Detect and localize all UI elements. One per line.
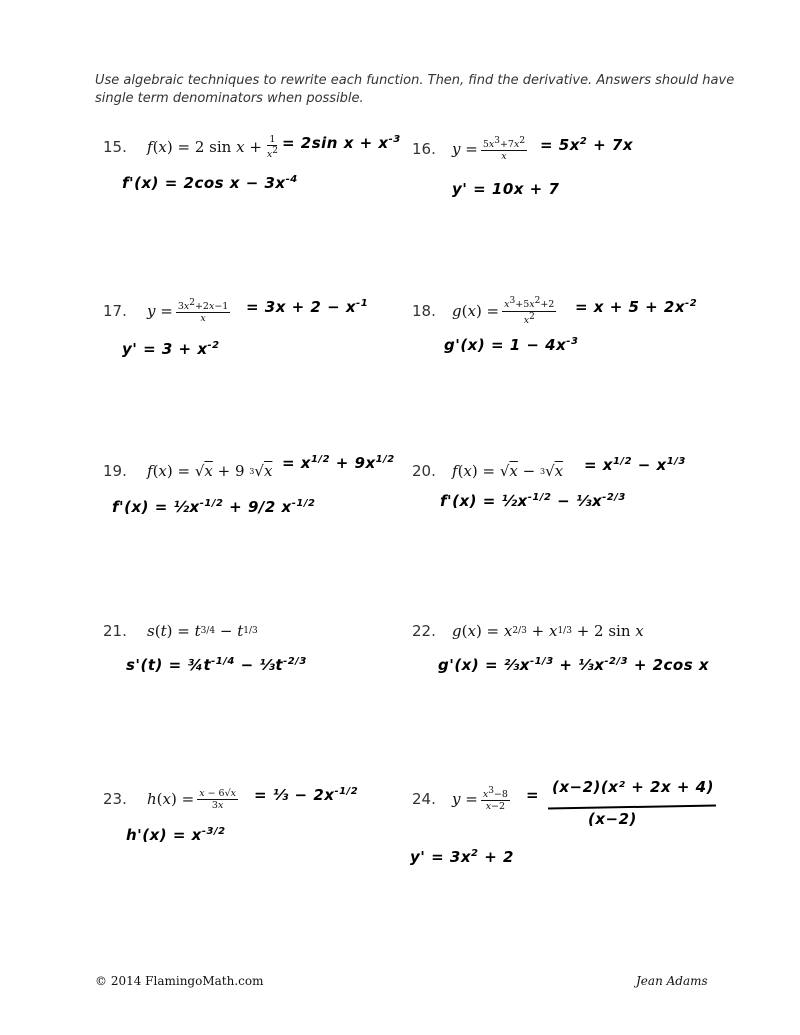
handwritten-rewrite: = 2sin $x + x^{-3}$ xyxy=(282,134,401,152)
problem-number: 17. xyxy=(103,302,127,320)
handwritten-derivative: $s'(t) = \frac{3}{4}t^{-1/4}$ − $\frac{1}{3}t^{-2/3}$ xyxy=(126,656,307,674)
problem-number: 20. xyxy=(412,462,436,480)
problem-expression: h ( x ) = $\frac{x - 6√x}{3x}$ xyxy=(147,787,237,811)
handwritten-derivative: $h'(x) = x^{-3/2}$ xyxy=(126,826,226,844)
problem-expression: g ( x ) = x 2/3 + x 1/3 + 2 sin x xyxy=(452,622,644,640)
problem-number: 16. xyxy=(412,140,436,158)
handwritten-rewrite: = $x^{1/2} + 9x^{1/2}$ xyxy=(282,454,395,472)
problem-expression: y = $\frac{5x^3+7x^2}{x}$ xyxy=(452,135,526,163)
problem-number: 19. xyxy=(103,462,127,480)
handwritten-derivative: f'(x) = 2cos $x - 3x^{-4}$ xyxy=(122,174,298,192)
instructions: Use algebraic techniques to rewrite each function. Then, find the derivative. Answers should have single term denominators when possible. xyxy=(95,73,735,106)
handwritten-derivative: $f'(x) = \frac{1}{2}x^{-1/2} + 9/2$ $x^{-1/2}$ xyxy=(112,498,316,516)
problem-expression: y = $\frac{3x^2+2x-1}{x}$ xyxy=(147,297,229,325)
problem-expression: f ( x ) = √ x − 3 √ x xyxy=(452,462,564,480)
handwritten-derivative: y' = 10x + 7 xyxy=(452,180,560,198)
handwritten-rewrite: = $x + 5 + 2x^{-2}$ xyxy=(575,298,698,316)
handwritten-derivative: $g'(x) = 1 - 4x^{-3}$ xyxy=(444,336,579,354)
handwritten-rewrite: = $x^{1/2} - x^{1/3}$ xyxy=(584,456,686,474)
handwritten-rewrite-numerator: (x−2)(x² + 2x + 4) xyxy=(552,778,714,796)
handwritten-rewrite: = $5x^2 + 7x$ xyxy=(540,136,633,154)
handwritten-equals: = xyxy=(526,786,540,804)
handwritten-rewrite: = ⅓ − $2x^{-1/2}$ xyxy=(254,786,359,804)
problem-number: 18. xyxy=(412,302,436,320)
handwritten-rewrite: = $3x + 2 - x^{-1}$ xyxy=(246,298,369,316)
problem-number: 22. xyxy=(412,622,436,640)
footer-copyright: © 2014 FlamingoMath.com xyxy=(95,974,264,988)
problem-number: 21. xyxy=(103,622,127,640)
problem-expression: y = $\frac{x^3-8}{x-2}$ xyxy=(452,785,508,813)
problem-22 xyxy=(412,616,732,656)
problem-number: 15. xyxy=(103,138,127,156)
handwritten-derivative: $y' = 3x^2 + 2$ xyxy=(410,848,514,866)
handwritten-rewrite-denominator: (x−2) xyxy=(588,810,637,828)
problem-number: 23. xyxy=(103,790,127,808)
handwritten-derivative: $f'(x) = \frac{1}{2}x^{-1/2}$ − $\frac{1}{3}x^{-2/3}$ xyxy=(440,492,626,510)
problem-expression: g ( x ) = $\frac{x^3+5x^2+2}{x^2}$ xyxy=(452,296,555,326)
handwritten-derivative: $y' = 3 + x^{-2}$ xyxy=(122,340,220,358)
problem-expression: s ( t ) = t 3/4 − t 1/3 xyxy=(147,622,258,640)
footer-author: Jean Adams xyxy=(636,974,708,988)
problem-expression: f ( x ) = 2 sin x + $\frac{1}{x^2}$ xyxy=(147,133,278,161)
problem-number: 24. xyxy=(412,790,436,808)
problem-expression: f ( x ) = √ x + 9 3 √ x xyxy=(147,462,273,480)
handwritten-derivative: $g'(x) = \frac{2}{3}x^{-1/3}$ + $\frac{1}{3}x^{-2/3} + 2\cos$ x xyxy=(438,656,710,674)
problem-21 xyxy=(103,616,403,656)
